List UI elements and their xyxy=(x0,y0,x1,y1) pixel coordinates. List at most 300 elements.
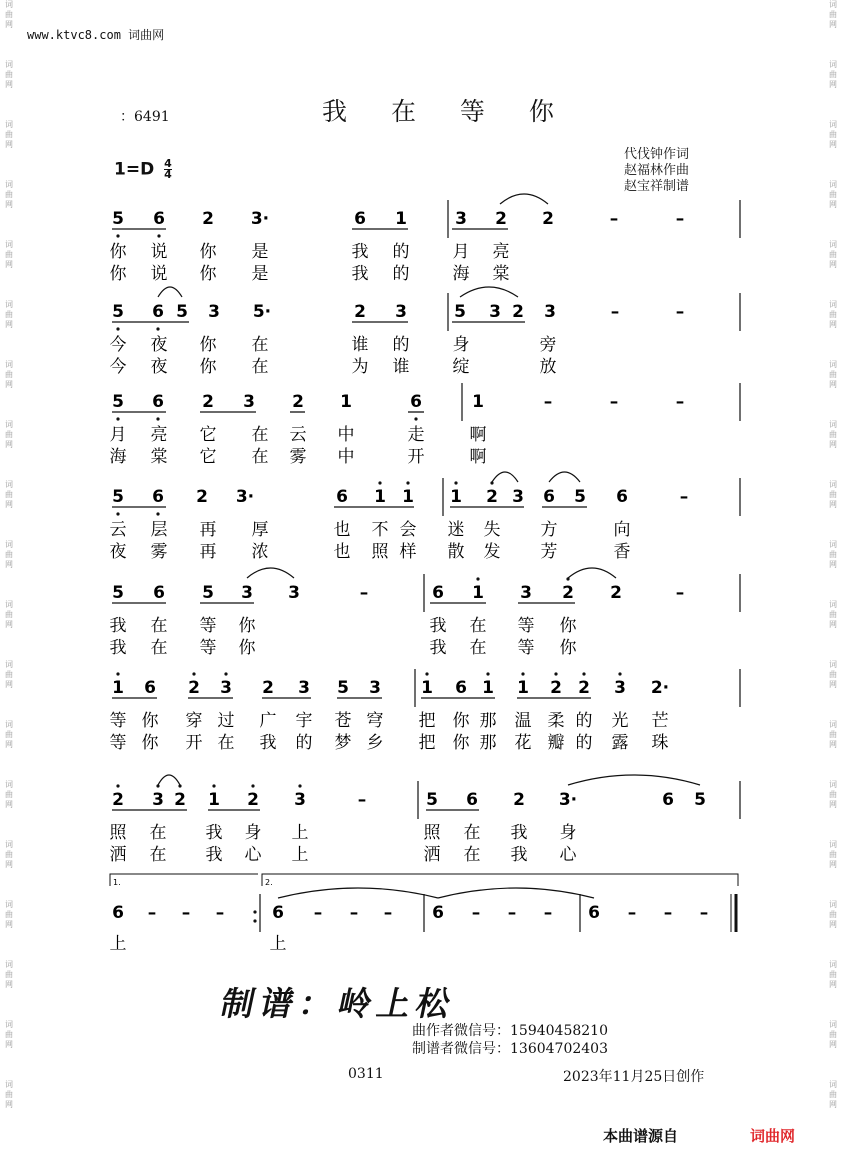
lyric-verse2: 花 xyxy=(514,733,532,753)
lyric-verse1: 等 xyxy=(109,711,127,731)
lyric-verse1: 等 xyxy=(517,616,535,636)
note: 6 xyxy=(466,790,478,810)
lyric-verse2: 我 xyxy=(510,845,528,865)
note: – xyxy=(349,903,359,923)
lyric-verse2: 心 xyxy=(244,845,262,865)
note: 3· xyxy=(235,487,255,507)
side-watermark-text: 词 曲 网 xyxy=(829,1080,837,1109)
note: 6 xyxy=(410,392,422,412)
note: 3 xyxy=(369,678,381,698)
note: 5 xyxy=(694,790,706,810)
lyric-verse1: 你 xyxy=(559,616,577,636)
note: 3 xyxy=(455,209,467,229)
note: 2 xyxy=(610,583,622,603)
note: 2 xyxy=(292,392,304,412)
note: – xyxy=(609,209,619,229)
lyric-verse2: 棠 xyxy=(150,447,168,467)
side-watermark-text: 词 曲 网 xyxy=(5,120,13,149)
side-watermark-text: 词 曲 网 xyxy=(5,60,13,89)
side-watermark-text: 词 曲 网 xyxy=(5,780,13,809)
lyric-verse2: 在 xyxy=(463,845,481,865)
note: 5 xyxy=(112,209,124,229)
lyric-verse1: 在 xyxy=(463,823,481,843)
lyric-verse1: 我 xyxy=(351,242,369,262)
side-watermark-text: 词 曲 网 xyxy=(5,840,13,869)
lyric-verse1: 你 xyxy=(109,242,127,262)
note: 3 xyxy=(614,678,626,698)
lyric-verse2: 香 xyxy=(613,542,631,562)
note: 3 xyxy=(241,583,253,603)
lyric-verse1: 再 xyxy=(199,520,217,540)
lyric-verse1: 身 xyxy=(452,335,470,355)
lyric-verse2: 散 xyxy=(447,542,465,562)
side-watermark-text: 词 曲 网 xyxy=(829,480,837,509)
lyric-verse1: 中 xyxy=(337,425,355,445)
volta-label-2: 2. xyxy=(265,878,273,887)
lyric-verse1: 在 xyxy=(469,616,487,636)
lyric-verse1: 层 xyxy=(150,520,168,540)
octave-dot-above xyxy=(521,672,524,675)
side-watermark-text: 词 曲 网 xyxy=(5,180,13,209)
octave-dot-below xyxy=(156,512,159,515)
lyric-verse1: 在 xyxy=(251,335,269,355)
note: – xyxy=(679,487,689,507)
note: 6 xyxy=(153,209,165,229)
slur xyxy=(568,775,700,785)
lyric-verse2: 在 xyxy=(149,845,167,865)
lyric-verse2: 梦 xyxy=(334,733,352,753)
octave-dot-above xyxy=(116,784,119,787)
octave-dot-below xyxy=(157,234,160,237)
note: 1 xyxy=(402,487,414,507)
composer-wechat: 曲作者微信号：15940458210 xyxy=(412,1023,608,1039)
side-watermark-text: 词 曲 网 xyxy=(5,540,13,569)
octave-dot-above xyxy=(425,672,428,675)
lyric-verse1: 芒 xyxy=(651,711,669,731)
octave-dot-above xyxy=(251,784,254,787)
side-watermark-text: 词 曲 网 xyxy=(5,240,13,269)
lyric-verse2: 芳 xyxy=(540,542,558,562)
side-watermark-text: 词 曲 网 xyxy=(829,240,837,269)
note: 6 xyxy=(336,487,348,507)
note: – xyxy=(543,903,553,923)
slur xyxy=(500,194,548,204)
lyric-verse2: 洒 xyxy=(109,845,127,865)
note: 6 xyxy=(432,583,444,603)
lyric-verse2: 再 xyxy=(199,542,217,562)
octave-dot-above xyxy=(212,784,215,787)
lyric-verse1: 向 xyxy=(613,520,631,540)
lyric-verse1: 过 xyxy=(217,711,235,731)
slur xyxy=(460,287,518,297)
lyric-verse2: 雾 xyxy=(289,447,307,467)
side-watermark-text: 词 曲 网 xyxy=(5,360,13,389)
note: – xyxy=(359,583,369,603)
lyric-verse1: 我 xyxy=(429,616,447,636)
score-code: 0311 xyxy=(348,1066,384,1082)
lyric-verse2: 洒 xyxy=(423,845,441,865)
lyric-verse2: 在 xyxy=(150,638,168,658)
note: – xyxy=(675,209,685,229)
octave-dot-below xyxy=(116,327,119,330)
lyric-verse1: 说 xyxy=(150,242,168,262)
note: 3 xyxy=(544,302,556,322)
lyric-verse1: 上 xyxy=(109,934,127,954)
octave-dot-below xyxy=(116,234,119,237)
slur xyxy=(278,888,438,898)
side-watermark-text: 词 曲 网 xyxy=(5,960,13,989)
note: 3 xyxy=(208,302,220,322)
repeat-dot xyxy=(253,910,256,913)
note: 5 xyxy=(454,302,466,322)
lyric-verse1: 在 xyxy=(251,425,269,445)
note: 2 xyxy=(550,678,562,698)
slur xyxy=(247,568,294,578)
note: 3 xyxy=(520,583,532,603)
arranger-wechat: 制谱者微信号：13604702403 xyxy=(412,1041,608,1057)
note: 6 xyxy=(152,392,164,412)
note: – xyxy=(215,903,225,923)
lyric-verse2: 瓣 xyxy=(547,733,565,753)
side-watermark-text: 词 曲 网 xyxy=(5,1020,13,1049)
lyric-verse2: 放 xyxy=(539,357,557,377)
lyric-verse2: 我 xyxy=(205,845,223,865)
lyric-verse1: 你 xyxy=(238,616,256,636)
note: 6 xyxy=(152,487,164,507)
note: 3 xyxy=(220,678,232,698)
octave-dot-below xyxy=(414,417,417,420)
lyric-verse2: 海 xyxy=(109,447,127,467)
note: 6 xyxy=(588,903,600,923)
creation-date: 2023年11月25日创作 xyxy=(563,1069,705,1085)
side-watermark-text: 词 曲 网 xyxy=(5,1080,13,1109)
source-brand[interactable]: 词曲网 xyxy=(750,1127,796,1145)
note: 2 xyxy=(174,790,186,810)
note: – xyxy=(471,903,481,923)
note: 2 xyxy=(354,302,366,322)
side-watermark-text: 词 曲 网 xyxy=(5,0,13,29)
note: 1 xyxy=(374,487,386,507)
note: 5 xyxy=(426,790,438,810)
octave-dot-above xyxy=(406,481,409,484)
lyric-verse2: 棠 xyxy=(492,264,510,284)
note: 1 xyxy=(472,392,484,412)
octave-dot-above xyxy=(454,481,457,484)
octave-dot-below xyxy=(116,417,119,420)
lyric-verse1: 走 xyxy=(407,425,425,445)
side-watermark-text: 词 曲 网 xyxy=(829,1020,837,1049)
side-watermark-text: 词 曲 网 xyxy=(829,0,837,29)
lyric-verse2: 绽 xyxy=(452,357,470,377)
slur xyxy=(158,775,180,785)
lyric-verse2: 的 xyxy=(392,264,410,284)
note: – xyxy=(627,903,637,923)
note: 6 xyxy=(432,903,444,923)
note: 2 xyxy=(562,583,574,603)
lyric-verse2: 我 xyxy=(351,264,369,284)
note: 6 xyxy=(543,487,555,507)
repeat-dot xyxy=(253,919,256,922)
lyric-verse1: 它 xyxy=(199,425,217,445)
lyric-verse2: 夜 xyxy=(109,542,127,562)
lyric-verse1: 方 xyxy=(540,520,558,540)
note: 3· xyxy=(250,209,270,229)
slur xyxy=(568,568,616,578)
lyric-verse1: 亮 xyxy=(492,242,510,262)
note: 6 xyxy=(662,790,674,810)
lyric-verse2: 是 xyxy=(251,264,269,284)
lyric-verse2: 今 xyxy=(109,357,127,377)
note: – xyxy=(147,903,157,923)
lyric-verse2: 乡 xyxy=(366,733,384,753)
lyric-verse2: 等 xyxy=(199,638,217,658)
lyric-verse2: 海 xyxy=(452,264,470,284)
note: 5 xyxy=(176,302,188,322)
lyric-verse2: 开 xyxy=(407,447,425,467)
note: 5 xyxy=(112,392,124,412)
note: 6 xyxy=(144,678,156,698)
side-watermark-text: 词 曲 网 xyxy=(829,600,837,629)
note: – xyxy=(609,392,619,412)
lyric-verse2: 发 xyxy=(483,542,501,562)
lyric-verse1: 云 xyxy=(109,520,127,540)
lyric-verse1: 等 xyxy=(199,616,217,636)
lyric-verse1: 我 xyxy=(109,616,127,636)
score-id: ：6491 xyxy=(120,109,170,125)
note: 1 xyxy=(208,790,220,810)
lyric-verse2: 也 xyxy=(333,542,351,562)
lyric-verse2: 你 xyxy=(109,264,127,284)
lyric-verse1: 亮 xyxy=(150,425,168,445)
side-watermark-text: 词 曲 网 xyxy=(829,60,837,89)
octave-dot-below xyxy=(116,512,119,515)
octave-dot-below xyxy=(156,327,159,330)
lyric-verse1: 你 xyxy=(141,711,159,731)
volta-label-1: 1. xyxy=(113,878,121,887)
note: 6 xyxy=(153,583,165,603)
note: – xyxy=(663,903,673,923)
lyric-verse2: 中 xyxy=(337,447,355,467)
note: 1 xyxy=(395,209,407,229)
lyric-verse2: 你 xyxy=(559,638,577,658)
lyric-verse2: 浓 xyxy=(251,542,269,562)
side-watermark-text: 词 曲 网 xyxy=(829,720,837,749)
note: 2 xyxy=(542,209,554,229)
note: 2· xyxy=(650,678,670,698)
note: 2 xyxy=(196,487,208,507)
lyric-verse2: 心 xyxy=(559,845,577,865)
lyric-verse1: 的 xyxy=(575,711,593,731)
note: 5· xyxy=(252,302,272,322)
lyric-verse1: 的 xyxy=(392,335,410,355)
lyric-verse1: 谁 xyxy=(351,335,369,355)
lyric-verse2: 谁 xyxy=(392,357,410,377)
lyric-verse1: 穿 xyxy=(185,711,203,731)
key-label: 1=D xyxy=(114,159,155,180)
octave-dot-above xyxy=(476,577,479,580)
slur xyxy=(158,287,182,297)
note: 2 xyxy=(495,209,507,229)
lyric-verse1: 不 xyxy=(371,520,389,540)
lyric-verse2: 我 xyxy=(429,638,447,658)
lyricist: 代伐钟作词 xyxy=(624,147,690,162)
lyric-verse1: 穹 xyxy=(366,711,384,731)
slur xyxy=(492,472,518,482)
octave-dot-above xyxy=(486,672,489,675)
lyric-verse2: 珠 xyxy=(651,733,669,753)
note: 1 xyxy=(472,583,484,603)
lyric-verse2: 在 xyxy=(251,357,269,377)
lyric-verse1: 身 xyxy=(244,823,262,843)
lyric-verse1: 的 xyxy=(392,242,410,262)
volta-bracket-2 xyxy=(262,874,738,886)
side-watermark-text: 词 曲 网 xyxy=(5,300,13,329)
side-watermark-text: 词 曲 网 xyxy=(829,300,837,329)
lyric-verse2: 在 xyxy=(469,638,487,658)
composer: 赵福林作曲 xyxy=(624,163,690,178)
side-watermark-text: 词 曲 网 xyxy=(829,120,837,149)
note: 2 xyxy=(578,678,590,698)
side-watermark-text: 词 曲 网 xyxy=(829,960,837,989)
note: 5 xyxy=(202,583,214,603)
lyric-verse2: 你 xyxy=(141,733,159,753)
note: 3 xyxy=(288,583,300,603)
note: 6 xyxy=(152,302,164,322)
lyric-verse2: 等 xyxy=(109,733,127,753)
lyric-verse2: 上 xyxy=(291,845,309,865)
lyric-verse2: 雾 xyxy=(150,542,168,562)
note: 2 xyxy=(512,302,524,322)
lyric-verse1: 旁 xyxy=(539,335,557,355)
octave-dot-above xyxy=(116,672,119,675)
note: 3 xyxy=(395,302,407,322)
lyric-verse2: 开 xyxy=(185,733,203,753)
source-label: 本曲谱源自 xyxy=(603,1127,679,1145)
lyric-verse1: 云 xyxy=(289,425,307,445)
slur xyxy=(549,472,580,482)
lyric-verse2: 你 xyxy=(199,357,217,377)
note: – xyxy=(357,790,367,810)
note: 6 xyxy=(354,209,366,229)
note: – xyxy=(675,583,685,603)
lyric-verse2: 我 xyxy=(109,638,127,658)
note: 2 xyxy=(513,790,525,810)
side-watermark-text: 词 曲 网 xyxy=(5,900,13,929)
note: 2 xyxy=(202,209,214,229)
note: 2 xyxy=(247,790,259,810)
note: 3· xyxy=(558,790,578,810)
lyric-verse2: 夜 xyxy=(150,357,168,377)
lyric-verse2: 的 xyxy=(575,733,593,753)
lyric-verse2: 我 xyxy=(259,733,277,753)
lyric-verse2: 为 xyxy=(351,357,369,377)
lyric-verse1: 厚 xyxy=(251,520,269,540)
note: 5 xyxy=(574,487,586,507)
lyric-verse1: 苍 xyxy=(334,711,352,731)
site-url[interactable]: www.ktvc8.com 词曲网 xyxy=(27,28,165,42)
lyric-verse1: 把 xyxy=(418,711,436,731)
lyric-verse1: 月 xyxy=(109,425,127,445)
lyric-verse1: 会 xyxy=(399,520,417,540)
lyric-verse1: 广 xyxy=(259,711,277,731)
lyric-verse2: 啊 xyxy=(469,447,487,467)
side-watermark-text: 词 曲 网 xyxy=(829,180,837,209)
lyric-verse2: 把 xyxy=(418,733,436,753)
note: – xyxy=(699,903,709,923)
lyric-verse2: 你 xyxy=(452,733,470,753)
lyric-verse1: 身 xyxy=(559,823,577,843)
lyric-verse1: 我 xyxy=(205,823,223,843)
octave-dot-above xyxy=(618,672,621,675)
note: 5 xyxy=(112,583,124,603)
slur xyxy=(438,888,594,898)
lyric-verse1: 你 xyxy=(199,335,217,355)
lyric-verse1: 照 xyxy=(423,823,441,843)
note: 2 xyxy=(188,678,200,698)
lyric-verse1: 柔 xyxy=(547,711,565,731)
octave-dot-above xyxy=(554,672,557,675)
note: 2 xyxy=(262,678,274,698)
note: 5 xyxy=(112,302,124,322)
time-top: 4 xyxy=(164,157,172,170)
octave-dot-below xyxy=(156,417,159,420)
octave-dot-above xyxy=(224,672,227,675)
lyric-verse1: 上 xyxy=(269,934,287,954)
note: – xyxy=(610,302,620,322)
lyric-verse2: 露 xyxy=(611,733,629,753)
lyric-verse2: 那 xyxy=(479,733,497,753)
song-title: 我 在 等 你 xyxy=(322,97,572,126)
lyric-verse1: 啊 xyxy=(469,425,487,445)
side-watermark-text: 词 曲 网 xyxy=(829,360,837,389)
lyric-verse1: 也 xyxy=(333,520,351,540)
side-watermark-text: 词 曲 网 xyxy=(829,780,837,809)
note: – xyxy=(507,903,517,923)
note: 6 xyxy=(616,487,628,507)
lyric-verse1: 在 xyxy=(150,616,168,636)
lyric-verse2: 你 xyxy=(199,264,217,284)
lyric-verse1: 今 xyxy=(109,335,127,355)
lyric-verse1: 在 xyxy=(149,823,167,843)
note: 3 xyxy=(298,678,310,698)
note: 5 xyxy=(112,487,124,507)
note: 1 xyxy=(340,392,352,412)
note: 3 xyxy=(489,302,501,322)
note: – xyxy=(675,302,685,322)
lyric-verse1: 失 xyxy=(483,520,501,540)
lyric-verse1: 那 xyxy=(479,711,497,731)
lyric-verse1: 温 xyxy=(514,711,532,731)
side-watermark-text: 词 曲 网 xyxy=(5,420,13,449)
side-watermark-text: 词 曲 网 xyxy=(5,480,13,509)
arranger-signature: 制谱：岭上松 xyxy=(217,984,460,1023)
note: 1 xyxy=(482,678,494,698)
lyric-verse1: 是 xyxy=(251,242,269,262)
note: 3 xyxy=(512,487,524,507)
note: 1 xyxy=(112,678,124,698)
note: 3 xyxy=(152,790,164,810)
octave-dot-above xyxy=(582,672,585,675)
lyric-verse1: 光 xyxy=(611,711,629,731)
note: – xyxy=(181,903,191,923)
lyric-verse2: 说 xyxy=(150,264,168,284)
octave-dot-above xyxy=(298,784,301,787)
note: – xyxy=(675,392,685,412)
time-bottom: 4 xyxy=(164,168,172,181)
note: 6 xyxy=(455,678,467,698)
note: – xyxy=(543,392,553,412)
lyric-verse1: 月 xyxy=(452,242,470,262)
